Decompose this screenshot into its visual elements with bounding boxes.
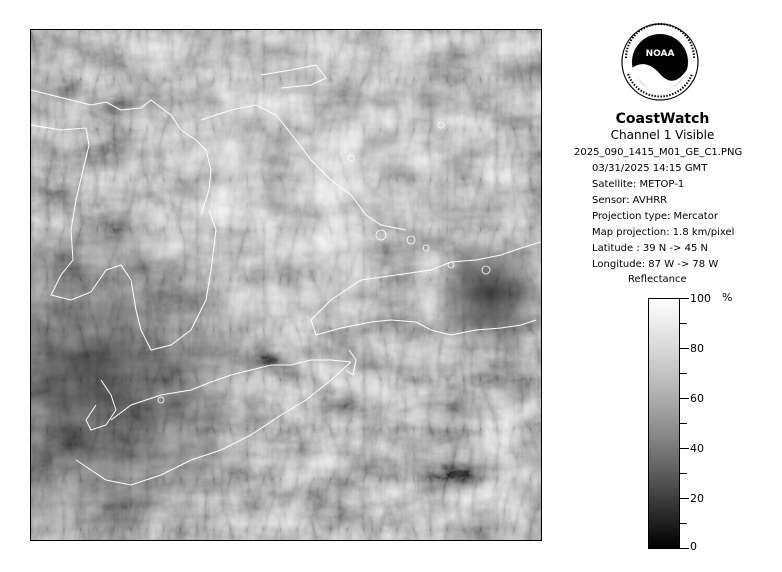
map-projection-label: Map projection: 1.8 km/pixel	[592, 227, 735, 238]
image-datetime: 03/31/2025 14:15 GMT	[592, 163, 708, 174]
colorbar-tick-label: 100	[690, 292, 711, 305]
colorbar-tick-label: 0	[690, 540, 697, 553]
sensor-label: Sensor: AVHRR	[592, 195, 668, 206]
colorbar-tick	[680, 348, 689, 349]
longitude-label: Longitude: 87 W -> 78 W	[592, 259, 719, 270]
colorbar-tick-label: 40	[690, 442, 704, 455]
noaa-logo	[620, 22, 700, 110]
image-filename: 2025_090_1415_M01_GE_C1.PNG	[574, 147, 743, 158]
channel-subtitle: Channel 1 Visible	[610, 128, 715, 142]
colorbar-tick	[680, 373, 687, 374]
colorbar-tick	[680, 398, 689, 399]
logo-text: NOAA	[645, 49, 675, 59]
colorbar-title: Reflectance	[628, 274, 687, 285]
colorbar-tick-label: 80	[690, 342, 704, 355]
app-title: CoastWatch	[615, 111, 710, 127]
colorbar-tick-label: 20	[690, 492, 704, 505]
colorbar-tick	[680, 323, 687, 324]
colorbar-tick	[680, 298, 689, 299]
colorbar-tick	[680, 548, 689, 549]
colorbar-unit: %	[722, 291, 733, 304]
colorbar-tick	[680, 473, 687, 474]
satellite-image	[30, 29, 542, 541]
colorbar-tick	[680, 423, 687, 424]
satellite-label: Satellite: METOP-1	[592, 179, 685, 190]
latitude-label: Latitude : 39 N -> 45 N	[592, 243, 708, 254]
colorbar-tick	[680, 523, 687, 524]
colorbar-tick	[680, 448, 689, 449]
satellite-imagery-svg	[31, 30, 541, 540]
colorbar-tick	[680, 498, 689, 499]
reflectance-colorbar	[648, 298, 680, 549]
colorbar-tick-label: 60	[690, 392, 704, 405]
projection-type-label: Projection type: Mercator	[592, 211, 718, 222]
